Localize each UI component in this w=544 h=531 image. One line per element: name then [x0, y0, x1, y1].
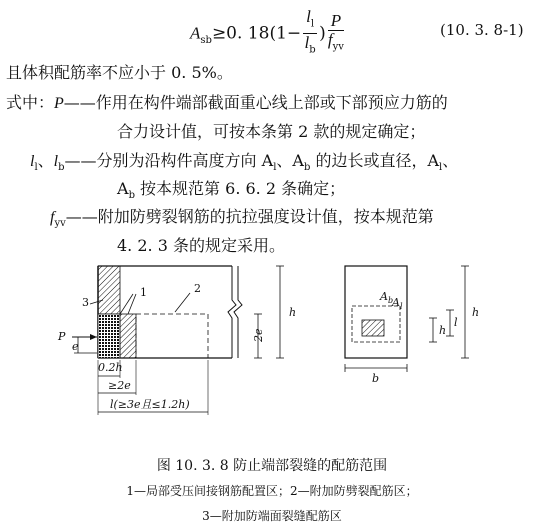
label-2: 2 — [194, 282, 201, 295]
cross-section-view — [345, 266, 469, 372]
label-P: P — [58, 330, 66, 343]
definition-P: ——作用在构件端部截面重心线上部或下部预应力筋的 — [63, 93, 448, 112]
ab-definition: 按本规范第 6. 6. 2 条确定； — [134, 179, 346, 198]
end-face-zone-3 — [98, 266, 120, 314]
definition-end: 、 — [442, 151, 459, 170]
ab-sub: b — [303, 162, 311, 174]
label-h-section: h — [472, 306, 480, 319]
figure-legend-line-1: 1—局部受压间接钢筋配置区；2—附加防劈裂配筋区； — [126, 484, 418, 498]
splitting-zone-2 — [136, 314, 208, 358]
label-e: e — [72, 340, 79, 353]
symbol-ll-sub: l — [34, 162, 38, 174]
figure-legend-line-2: 3—附加防端面裂缝配筋区 — [202, 509, 342, 523]
splitting-zone-2-hatched — [120, 314, 136, 358]
label-3: 3 — [82, 296, 89, 309]
symbol-ll: l — [30, 153, 35, 170]
definition-ll-lb: ——分别为沿构件高度方向 A — [64, 151, 274, 170]
label-h: h — [289, 306, 297, 319]
symbol-P: P — [54, 95, 64, 112]
frac2-den-sub: yv — [332, 41, 344, 53]
definition-tail: 的边长或直径，A — [310, 151, 440, 170]
frac1-den-sub: b — [309, 44, 316, 56]
symbol-sep: 、 — [37, 151, 54, 170]
formula-geq: ≥0. 18 — [211, 23, 270, 44]
ab-symbol-sub: b — [128, 190, 135, 202]
text-line-1: 且体积配筋率不应小于 0. 5%。 — [6, 63, 233, 82]
label-02h: 0.2h — [98, 361, 123, 374]
text-line-3: 合力设计值，可按本条第 2 款的规定确定； — [117, 122, 426, 141]
label-2e: 2e — [252, 328, 265, 342]
al-sub: l — [273, 162, 277, 174]
where-prefix: 式中： — [6, 93, 55, 112]
al-sub-2: l — [439, 162, 443, 174]
formula-lhs-sub: sb — [200, 34, 212, 46]
frac1-num: l — [306, 7, 311, 26]
formula-paren-close: ) — [319, 23, 326, 44]
label-l-range: l(≥3e且≤1.2h) — [110, 398, 190, 411]
symbol-lb-sub: b — [58, 162, 65, 174]
symbol-lb: l — [53, 153, 59, 170]
frac1-den: l — [304, 33, 310, 53]
label-b: b — [372, 372, 380, 385]
symbol-fyv-sub: yv — [54, 218, 66, 230]
symbol-fyv: f — [50, 209, 55, 226]
label-geq2e: ≥2e — [108, 379, 131, 392]
text-line-7: 4. 2. 3 条的规定采用。 — [117, 236, 285, 255]
definition-mid: 、A — [276, 151, 304, 170]
local-compression-zone-1 — [98, 314, 120, 358]
frac2-den: f — [327, 29, 333, 49]
label-Al: $A_l$ — [392, 296, 403, 311]
label-Ab: $A_b$ — [380, 290, 394, 305]
ab-symbol: A — [117, 179, 129, 198]
label-lb-small: l — [454, 316, 458, 329]
label-1: 1 — [140, 286, 147, 299]
label-h-small: h — [439, 324, 447, 337]
figure-caption-title: 图 10. 3. 8 防止端部裂缝的配筋范围 — [156, 458, 388, 474]
frac1-num-sub: l — [310, 18, 315, 30]
frac2-num: P — [330, 10, 342, 30]
equation-number: (10. 3. 8-1) — [440, 21, 524, 39]
definition-fyv: ——附加防劈裂钢筋的抗拉强度设计值，按本规范第 — [65, 207, 434, 226]
formula-paren-open: (1− — [269, 23, 302, 44]
formula-lhs: A — [190, 23, 201, 43]
